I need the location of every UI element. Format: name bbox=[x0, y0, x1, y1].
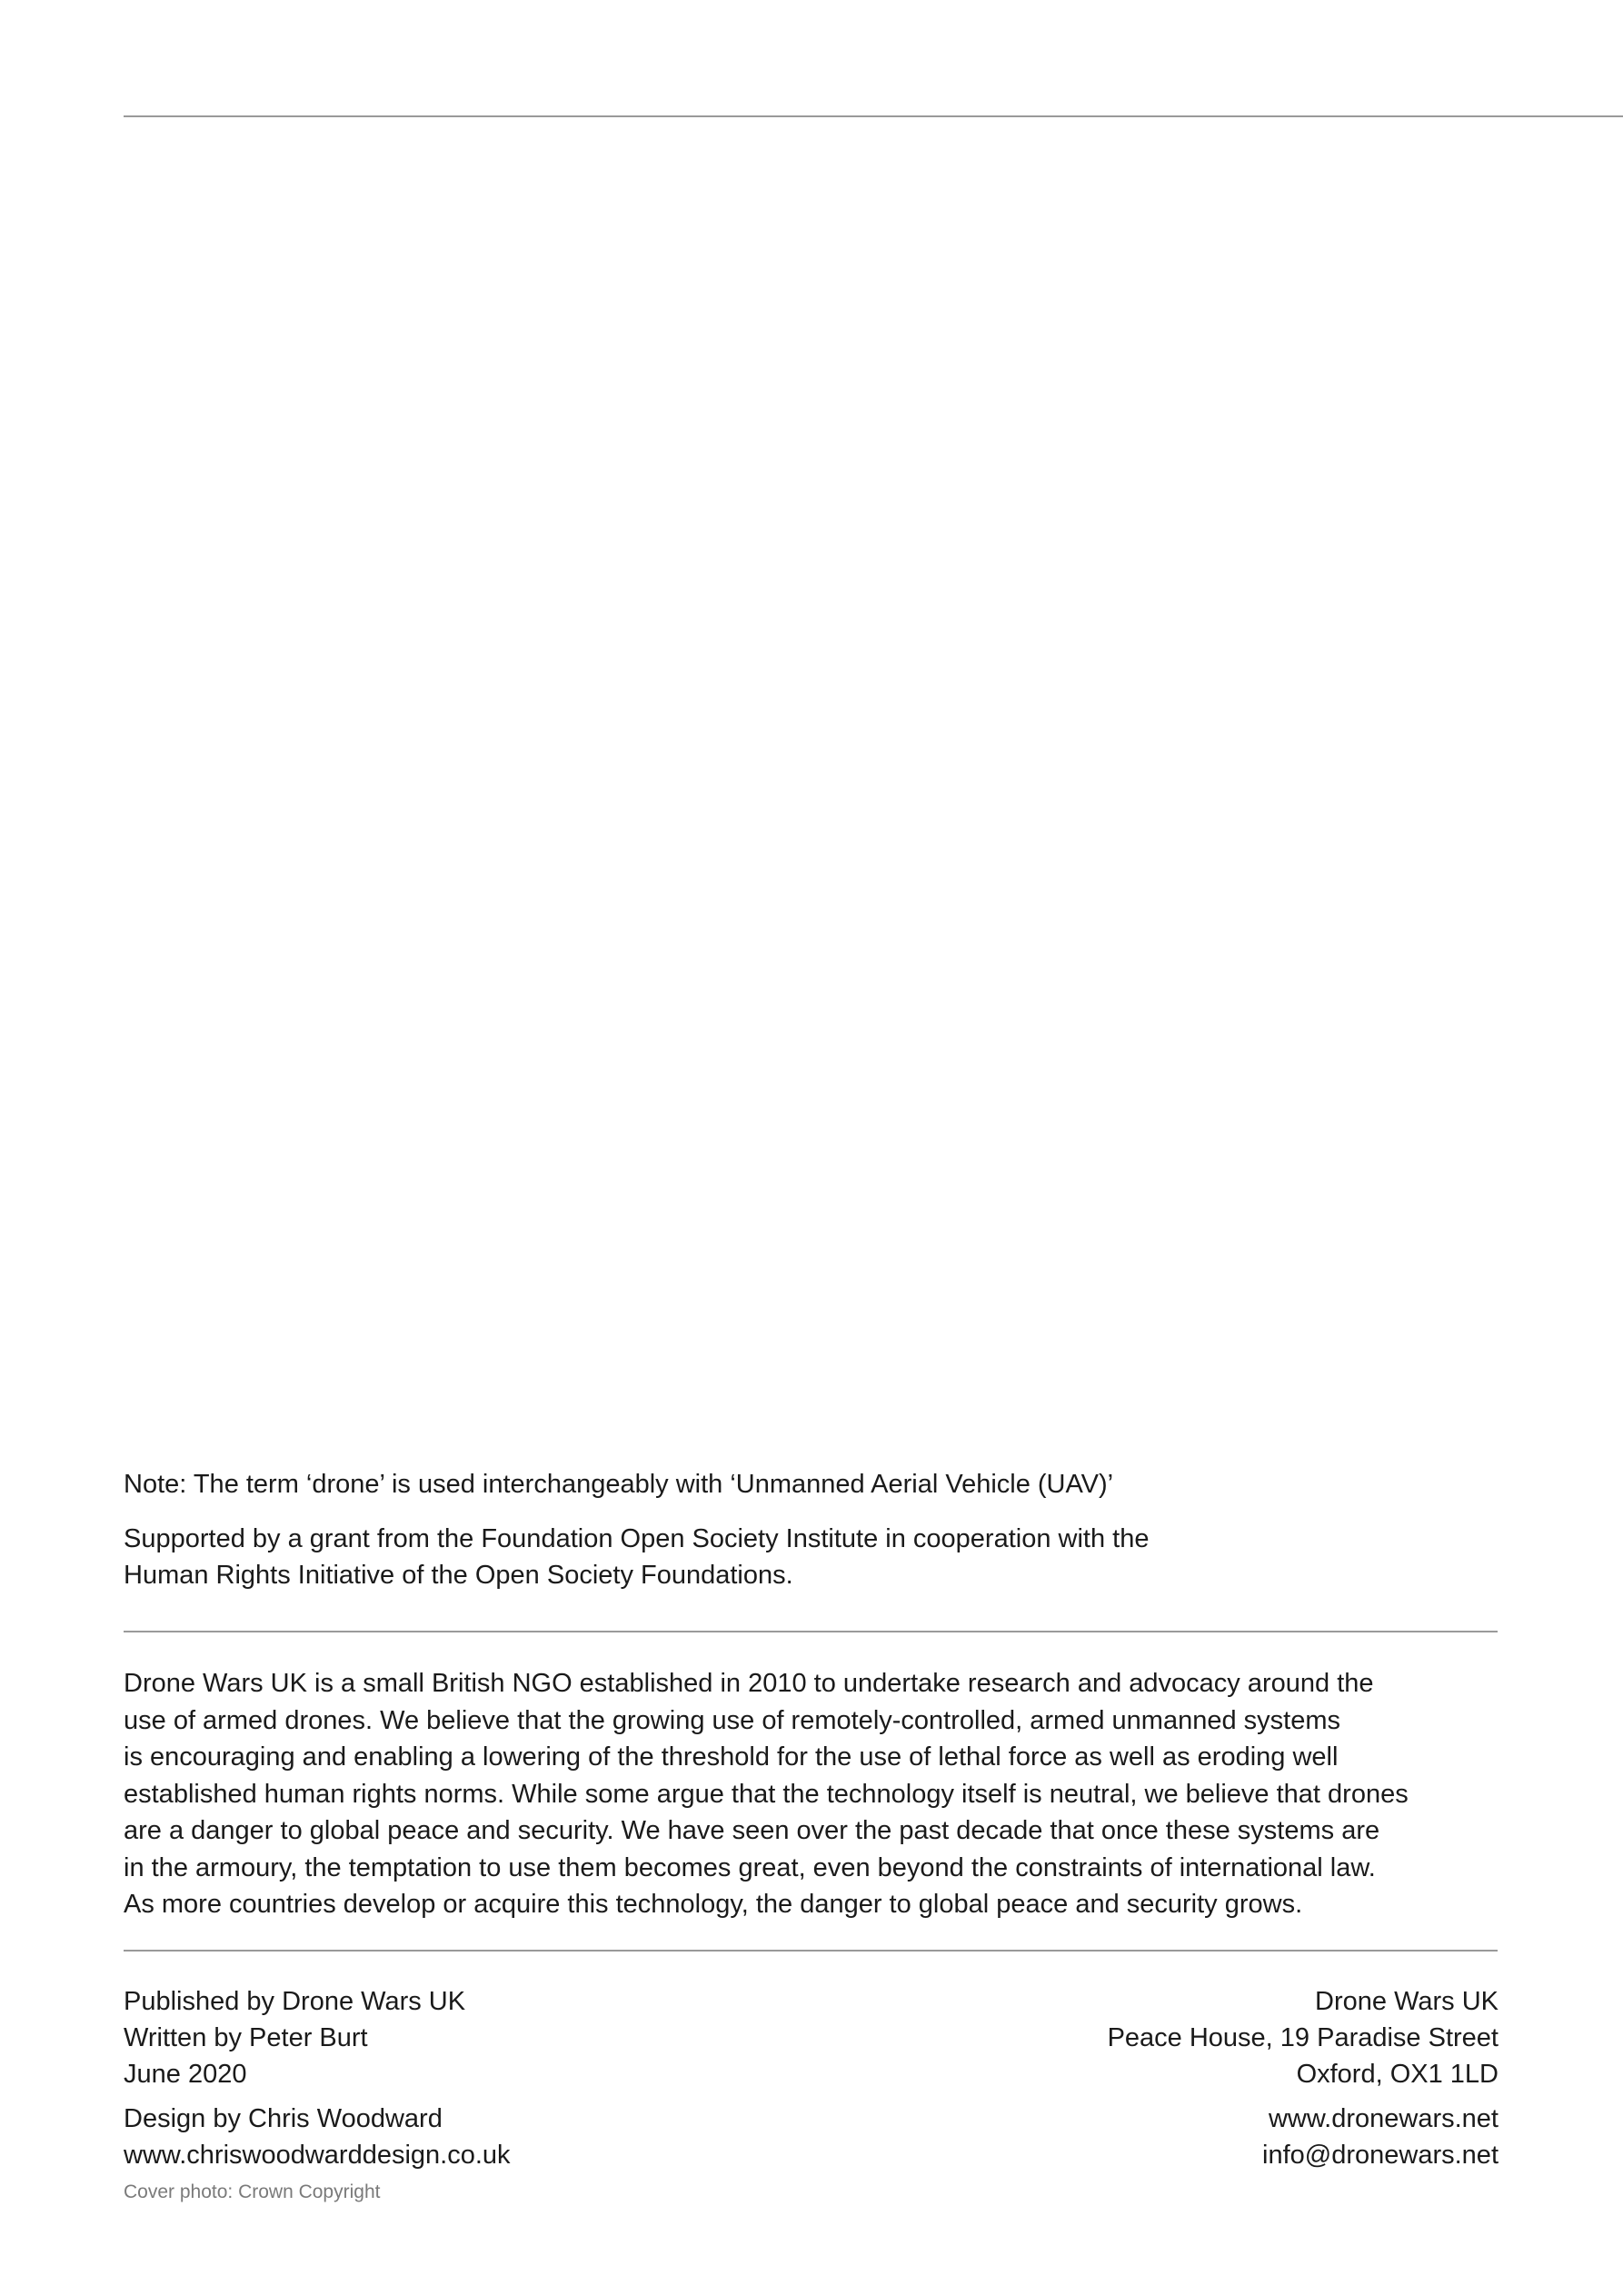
organisation-name: Drone Wars UK bbox=[1315, 1987, 1499, 2016]
terminology-note-text: Note: The term ‘drone’ is used interchangeably with ‘Unmanned Aerial Vehicle (UAV)’ bbox=[124, 1470, 1114, 1499]
published-by: Published by Drone Wars UK bbox=[124, 1987, 466, 2016]
designer-website-link[interactable]: www.chriswoodwarddesign.co.uk bbox=[124, 2141, 511, 2170]
contact-details bbox=[1108, 1983, 1499, 2173]
terminology-note bbox=[124, 1466, 1498, 1502]
funding-line-1: Supported by a grant from the Foundation Open Society Institute in cooperation with the bbox=[124, 1524, 1150, 1553]
about-line: As more countries develop or acquire this technology, the danger to global peace and security grows. bbox=[124, 1890, 1303, 1919]
middle-divider bbox=[124, 1631, 1498, 1632]
written-by: Written by Peter Burt bbox=[124, 2023, 368, 2052]
publication-credits bbox=[124, 1983, 511, 2206]
top-divider bbox=[124, 115, 1623, 117]
about-line: is encouraging and enabling a lowering of the threshold for the use of lethal force as well as eroding well bbox=[124, 1742, 1339, 1772]
funding-line-2: Human Rights Initiative of the Open Society Foundations. bbox=[124, 1561, 793, 1590]
address-line-1: Peace House, 19 Paradise Street bbox=[1107, 2023, 1499, 2052]
cover-photo-credit: Cover photo: Crown Copyright bbox=[124, 2181, 381, 2202]
lower-divider bbox=[124, 1950, 1498, 1952]
about-line: in the armoury, the temptation to use them becomes great, even beyond the constraints of international law. bbox=[124, 1852, 1376, 1882]
about-line: are a danger to global peace and security. We have seen over the past decade that once these systems are bbox=[124, 1816, 1380, 1845]
design-by: Design by Chris Woodward bbox=[124, 2104, 443, 2133]
about-line: use of armed drones. We believe that the growing use of remotely-controlled, armed unmanned systems bbox=[124, 1705, 1340, 1735]
email-link[interactable]: info@dronewars.net bbox=[1262, 2141, 1499, 2170]
website-link[interactable]: www.dronewars.net bbox=[1268, 2104, 1499, 2133]
about-line: Drone Wars UK is a small British NGO established in 2010 to undertake research and advocacy around the bbox=[124, 1669, 1374, 1698]
about-paragraph bbox=[124, 1665, 1498, 1923]
publication-date: June 2020 bbox=[124, 2060, 247, 2089]
funding-statement bbox=[124, 1521, 1498, 1593]
address-line-2: Oxford, OX1 1LD bbox=[1296, 2060, 1499, 2089]
about-line: established human rights norms. While some argue that the technology itself is neutral, we believe that drones bbox=[124, 1779, 1409, 1809]
